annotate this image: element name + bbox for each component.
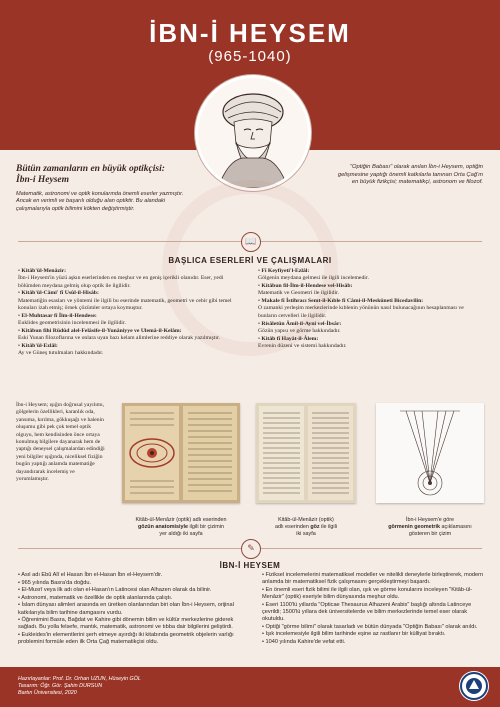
intro-right-quote: "Optiğin Babası" olarak anılan İbn-i Heysem, optiğin gelişmesine yaptığı önemli katkılarla tanınan Orta Çağ'ın en büyük fizikçisi; matematikçi, astronom ve filozof.	[337, 164, 483, 186]
pen-icon: ✎	[241, 539, 261, 559]
book-icon: 📖	[241, 232, 261, 252]
university-logo	[459, 671, 489, 701]
bio-item: • El-Musrî veya ilk adı olan el-Hasan'ın Latincesi olan Alhazen olarak da bilinir.	[18, 587, 212, 594]
work-item: • Kitâb fî Hayât-il-Âlem: Evrenin düzeni ve sistemi hakkındadır.	[258, 335, 347, 349]
credits	[18, 676, 141, 697]
caption-vision-geometry: İbn-i Heysem'e göre görmenin geometrik açıklamasını gösteren bir çizim	[388, 517, 472, 537]
work-item: • Kitâb'ül-Menâzir: İbn-i Heysem'in yüzü aşkın eserlerinden en meşhur ve en geniş içerikli olanıdır. Eser, yedi bölümden meydana gelmiş olup optik ile ilgilidir.	[18, 268, 224, 289]
credit-design: Tasarım: Öğr. Gör. Şahin DURSUN	[18, 683, 103, 689]
caption-eye-anatomy: Kitâb-ül-Menâzir (optik) adlı eserinden gözün anatomisiyle ilgili bir çizimin yer aldığı iki sayfa	[135, 517, 227, 537]
credit-institution: Bartın Üniversitesi, 2020	[18, 690, 77, 696]
works-section-title: BAŞLICA ESERLERİ VE ÇALIŞMALARI	[168, 256, 332, 265]
images-intro-text: İbn-i Heysem; ışığın doğrusal yayılımı, gölgelerin özellikleri, karanlık oda, yansıma, kırılma, gökkuşağı ve halenin oluşumu gibi pek çok temel optik olguyu, hem kendisinden önce ortaya konulmuş bilgilere dayanarak hem de yaptığı deneysel çalışmalardan edindiği yeni bilgiler ışığında, niceliksel fiziğin bugün yaptığı anlamda matematiğe dayandırarak incelemiş ve yorumlamıştır.	[16, 402, 105, 483]
page-subtitle: (965-1040)	[208, 48, 292, 65]
bio-item: • Asıl adı Ebû Alî el Hasan İbn el-Hasan İbn el-Heysem'dir.	[18, 572, 163, 578]
work-item: • Risâletün Âmil-il-Ayni vel-İbsâr: Gözün yapısı ve görme hakkındadır.	[258, 320, 342, 334]
page-title: İBN-İ HEYSEM	[149, 18, 351, 48]
bio-item: • Eseri 1100'lü yıllarda "Opticae Thesaurus Alhazeni Arabis" başlığı altında Latinceye çevrildi; 1500'lü yıllara dek üniversitelerde ve bilim merkezlerinde temel eser olarak okutuldu.	[262, 601, 472, 622]
manuscript-eye-anatomy-image	[122, 403, 240, 503]
caption-eye-pages: Kitâb-ül-Menâzir (optik) adlı eserinden göz ile ilgili iki sayfa	[274, 517, 338, 537]
work-item: • El-Muhtasar fî İlm-il-Hendese: Euklides geometrisinin incelenmesi ile ilgilidir.	[18, 312, 126, 327]
bio-item: • Eukleides'in elementlerini şerh etmeye ayırdığı iki kitabında geometrik objelerin varlığı problemini formüle eden ilk Orta Çağ matematikçisi oldu.	[18, 631, 234, 646]
works-right-column	[258, 268, 478, 351]
bio-item: • Öğrenimini Basra, Bağdat ve Kahire gibi dönemin bilim ve kültür merkezlerine giderek sağladı. Bu yolla felsefe, mantık, matematik, astronomi ve tıbba dair bilgilerini geliştirdi.	[18, 617, 234, 631]
work-item: • Makale fî İstihracı Semt-il-Kıble fî Câmi-il-Meskûneti Bicedavilin: O zamanki yerleşim merkezlerinde kıblenin yönünün nasıl bulunacağının hesaplanması ve bunların cetvelleri ile ilgilidir.	[258, 298, 464, 319]
bio-section-title: İBN-İ HEYSEM	[219, 561, 281, 570]
portrait-image	[195, 75, 311, 191]
bio-item: • 965 yılında Basra'da doğdu.	[18, 579, 92, 586]
credit-authors: Hazırlayanlar: Prof. Dr. Orhan UZUN, Hüseyin GÖL	[18, 676, 141, 682]
bio-item: • En önemli eseri fizik bilimi ile ilgili olan, ışık ve görme konularını inceleyen "Kitâb-ül-Menâzir" (optik) eseriyle bilim dünyasında meşhur oldu.	[262, 586, 473, 600]
work-item: • Fî Keyfiyeti'l-Ezlâl: Gölgenin meydana gelmesi ile ilgili incelemedir.	[258, 268, 369, 282]
bio-item: • Işık incelemesiyle ilgili bilim tarihinde eşine az rastlanır bir külliyat bıraktı.	[262, 631, 446, 638]
bio-item: • İslam dünyası alimleri arasında en üretken olanlarından biri olan İbn-i Heysem, orijinal katkılarıyla bilim tarihine damgasını vurdu.	[18, 602, 234, 616]
vision-geometry-diagram	[376, 403, 484, 503]
intro-title-2: İbn-i Heysem	[16, 175, 70, 185]
intro-left	[16, 164, 186, 213]
bio-item: • Fiziksel incelemelerini matematiksel modeller ve nitelikli deneylerle birleştirerek, modern anlamda bir matematiksel fizik çalışmasını gerçekleştirmeyi başardı.	[262, 572, 484, 586]
work-item: • Kitâb'ül-Ezlâl: Ay ve Güneş tutulmaları hakkındadır.	[18, 342, 104, 357]
work-item: • Kitâbun fil-İlm-il-Hendese vel-Hisâb: Matematik ve Geometri ile ilgilidir.	[258, 283, 353, 297]
bio-item: • Optiği "görme bilimi" olarak tasarladı ve bütün dünyada "Optiğin Babası" olarak anıldı.	[262, 623, 478, 630]
bio-item: • 1040 yılında Kahire'de vefat etti.	[262, 638, 346, 645]
intro-body: Matematik, astronomi ve optik konularında önemli eserler yazmıştır. Ancak en verimli ve başarılı olduğu alan optiktir. Bu alandaki çalışmalarıyla optik bilimini kökten değiştirmiştir.	[16, 191, 184, 212]
works-left-column	[18, 268, 238, 358]
work-item: • Kitâb'ül-Câmi' fî Usûl-il-Hisâb: Matematiğin esasları ve yöntemi ile ilgili bu eserinde matematik, geometri ve cebir gibi temel konuları izah etmiş; örnek çözümler ortaya koymuştur.	[18, 290, 232, 311]
work-item: • Kitâbun fihi Rüdûd alel-Felâsife-il-Yunâniyye ve Ulemâ-il-Kelâm: Eski Yunan filozoflarına ve onlara uyan bazı kelam alimlerine reddiye olarak yazılmıştır.	[18, 327, 220, 342]
bio-right-column	[262, 572, 484, 646]
footer-band	[0, 667, 500, 707]
bio-item: • Astronomi, matematik ve özellikle de optik alanlarında çalıştı.	[18, 594, 173, 601]
bio-left-column	[18, 572, 240, 647]
intro-title-1: Bütün zamanların en büyük optikçisi:	[16, 164, 165, 174]
manuscript-eye-pages-image	[256, 403, 356, 503]
